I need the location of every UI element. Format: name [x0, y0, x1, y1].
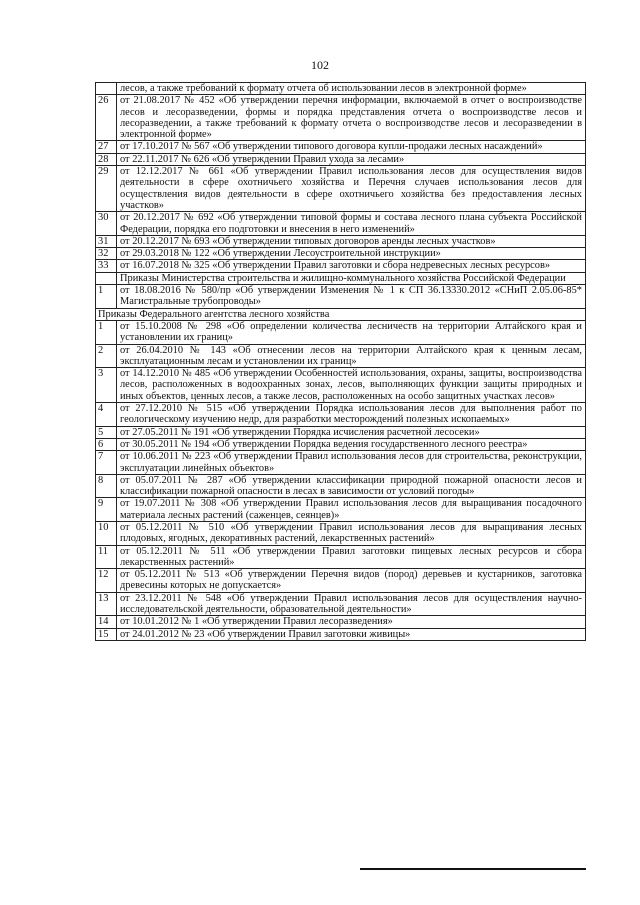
bottom-rule	[360, 868, 586, 870]
row-number: 32	[96, 248, 117, 260]
row-number: 26	[96, 95, 117, 141]
row-number: 10	[96, 521, 117, 545]
row-text: от 15.10.2008 № 298 «Об определении количества лесничеств на территории Алтайского края и установлении их границ»	[117, 320, 586, 344]
table-row	[96, 451, 586, 475]
table-row	[96, 95, 586, 141]
row-text: от 10.01.2012 № 1 «Об утверждении Правил лесоразведения»	[117, 616, 586, 628]
row-text: лесов, а также требований к формату отчета об использовании лесов в электронной форме»	[117, 83, 586, 95]
table-row	[96, 592, 586, 616]
section-header-row	[96, 308, 586, 320]
table-row	[96, 498, 586, 522]
row-number: 11	[96, 545, 117, 569]
row-number: 33	[96, 260, 117, 272]
row-number: 15	[96, 628, 117, 640]
table-row	[96, 426, 586, 438]
table-row	[96, 438, 586, 450]
table-row	[96, 545, 586, 569]
row-text: от 14.12.2010 № 485 «Об утверждении Особенностей использования, охраны, защиты, воспроизводства лесов, расположенных в водоохранных зонах, лесов, выполняющих функции защиты природных и иных объектов, ценных лесов, а также лесов, расположенных на особо защитных участках лесов»	[117, 368, 586, 403]
row-text: от 12.12.2017 № 661 «Об утверждении Правил использования лесов для осуществления видов деятельности в сфере охотничьего хозяйства и Перечня случаев использования лесов для осуществления видов деятельности в сфере охотничьего хозяйства без предоставления лесных участков»	[117, 166, 586, 212]
table-row	[96, 569, 586, 593]
table-row	[96, 616, 586, 628]
row-number: 28	[96, 153, 117, 165]
row-number	[96, 272, 117, 284]
row-text: от 18.08.2016 № 580/пр «Об утверждении Изменения № 1 к СП 36.13330.2012 «СНиП 2.05.06-85* Магистральные трубопроводы»	[117, 285, 586, 309]
row-text: от 10.06.2011 № 223 «Об утверждении Правил использования лесов для строительства, реконструкции, эксплуатации линейных объектов»	[117, 451, 586, 475]
table-row	[96, 344, 586, 368]
row-text: от 29.03.2018 № 122 «Об утверждении Лесоустроительной инструкции»	[117, 248, 586, 260]
row-text: от 05.12.2011 № 513 «Об утверждении Перечня видов (пород) деревьев и кустарников, заготовка древесины которых не допускается»	[117, 569, 586, 593]
row-number: 31	[96, 235, 117, 247]
table-row	[96, 166, 586, 212]
row-text: от 05.12.2011 № 511 «Об утверждении Правил заготовки пищевых лесных ресурсов и сбора лекарственных растений»	[117, 545, 586, 569]
row-number: 13	[96, 592, 117, 616]
regulations-table-body	[96, 83, 586, 641]
section-title: Приказы Федерального агентства лесного хозяйства	[96, 308, 586, 320]
table-row	[96, 285, 586, 309]
row-number: 14	[96, 616, 117, 628]
row-text: от 21.08.2017 № 452 «Об утверждении перечня информации, включаемой в отчет о воспроизводстве лесов и лесоразведении, формы и порядка представления отчета о воспроизводстве лесов и лесоразведении, а также требований к формату отчета о воспроизводстве лесов и лесоразведении в электронной форме»	[117, 95, 586, 141]
table-row	[96, 83, 586, 95]
row-number: 6	[96, 438, 117, 450]
row-number: 27	[96, 141, 117, 153]
table-row	[96, 153, 586, 165]
table-row	[96, 521, 586, 545]
row-text: от 27.05.2011 № 191 «Об утверждении Порядка исчисления расчетной лесосеки»	[117, 426, 586, 438]
row-number: 3	[96, 368, 117, 403]
row-text: от 24.01.2012 № 23 «Об утверждении Правил заготовки живицы»	[117, 628, 586, 640]
row-number: 1	[96, 285, 117, 309]
row-number: 4	[96, 403, 117, 427]
row-number: 30	[96, 212, 117, 236]
table-row	[96, 368, 586, 403]
table-row	[96, 272, 586, 284]
table-row	[96, 248, 586, 260]
table-row	[96, 235, 586, 247]
row-number: 8	[96, 474, 117, 498]
row-number: 29	[96, 166, 117, 212]
row-text: от 30.05.2011 № 194 «Об утверждении Порядка ведения государственного лесного реестра»	[117, 438, 586, 450]
row-text: от 22.11.2017 № 626 «Об утверждении Правил ухода за лесами»	[117, 153, 586, 165]
row-number: 7	[96, 451, 117, 475]
row-text: от 26.04.2010 № 143 «Об отнесении лесов на территории Алтайского края к ценным лесам, эксплуатационным лесам и установлении их границ»	[117, 344, 586, 368]
row-number: 9	[96, 498, 117, 522]
row-text: от 05.07.2011 № 287 «Об утверждении классификации природной пожарной опасности лесов и классификации пожарной опасности в лесах в зависимости от условий погоды»	[117, 474, 586, 498]
table-row	[96, 474, 586, 498]
row-number	[96, 83, 117, 95]
row-number: 1	[96, 320, 117, 344]
row-number: 12	[96, 569, 117, 593]
row-text: от 17.10.2017 № 567 «Об утверждении типового договора купли-продажи лесных насаждений»	[117, 141, 586, 153]
row-text: от 05.12.2011 № 510 «Об утверждении Правил использования лесов для выращивания лесных плодовых, ягодных, декоративных растений, лекарственных растений»	[117, 521, 586, 545]
row-text: от 20.12.2017 № 692 «Об утверждении типовой формы и состава лесного плана субъекта Российской Федерации, порядка его подготовки и внесения в него изменений»	[117, 212, 586, 236]
row-number: 2	[96, 344, 117, 368]
page-number: 102	[311, 58, 329, 72]
table-row	[96, 141, 586, 153]
row-number: 5	[96, 426, 117, 438]
table-row	[96, 628, 586, 640]
row-text: от 16.07.2018 № 325 «Об утверждении Правил заготовки и сбора недревесных лесных ресурсов»	[117, 260, 586, 272]
table-row	[96, 212, 586, 236]
row-text: от 23.12.2011 № 548 «Об утверждении Правил использования лесов для осуществления научно-исследовательской деятельности, образовательной деятельности»	[117, 592, 586, 616]
regulations-table	[95, 82, 586, 641]
row-text: от 19.07.2011 № 308 «Об утверждении Правил использования лесов для выращивания посадочного материала лесных растений (саженцев, сеянцев)»	[117, 498, 586, 522]
table-row	[96, 320, 586, 344]
row-text: Приказы Министерства строительства и жилищно-коммунального хозяйства Российской Федерации	[117, 272, 586, 284]
row-text: от 20.12.2017 № 693 «Об утверждении типовых договоров аренды лесных участков»	[117, 235, 586, 247]
table-row	[96, 260, 586, 272]
table-row	[96, 403, 586, 427]
row-text: от 27.12.2010 № 515 «Об утверждении Порядка использования лесов для выполнения работ по геологическому изучению недр, для разработки месторождений полезных ископаемых»	[117, 403, 586, 427]
